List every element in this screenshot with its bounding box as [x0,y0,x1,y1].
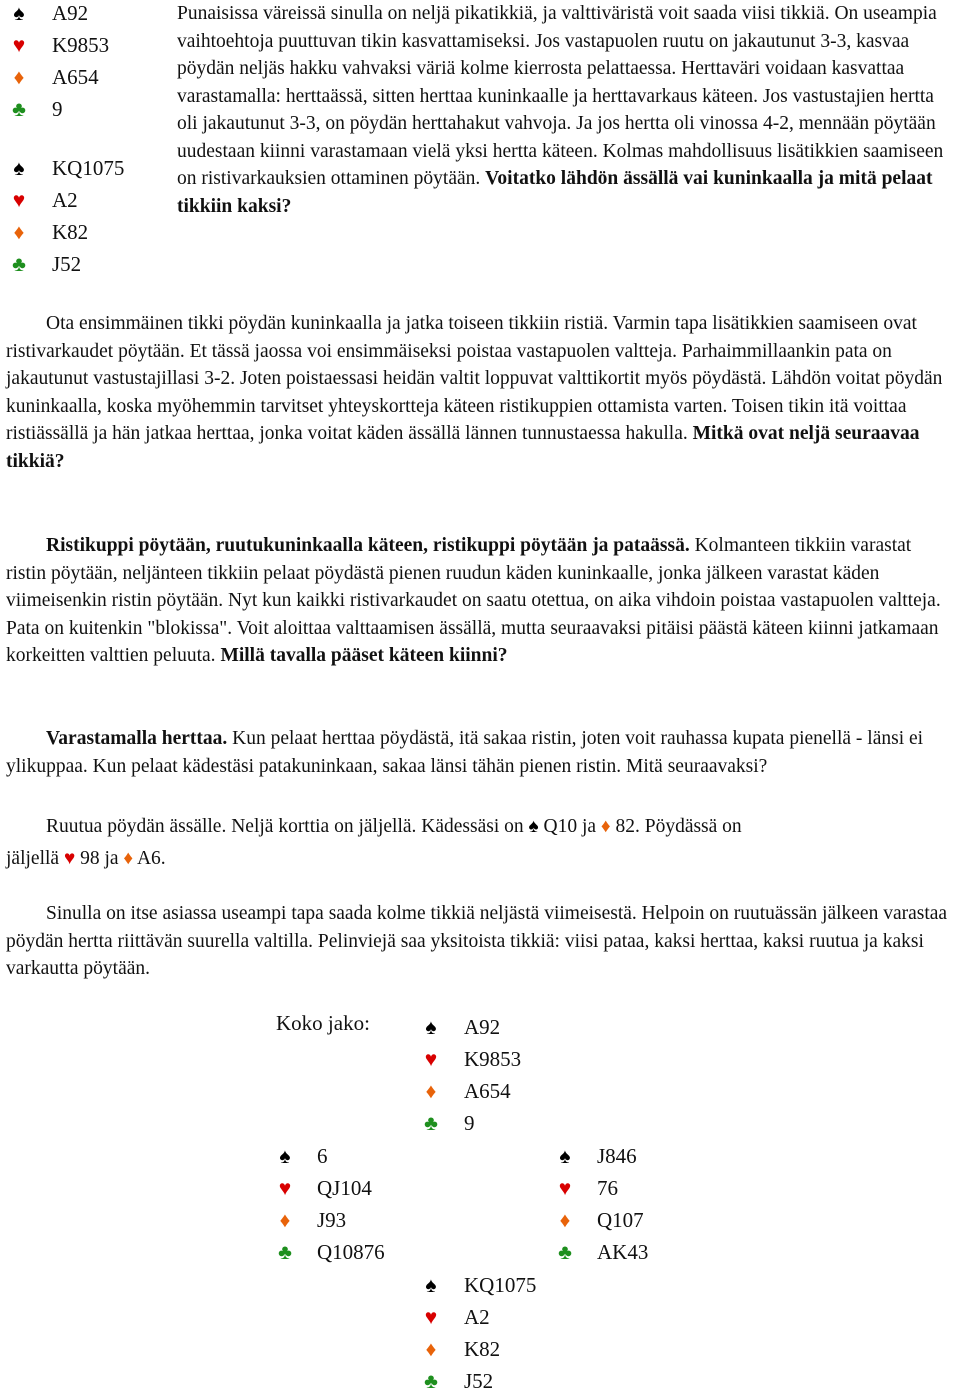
club-icon: ♣ [12,252,26,276]
card-holding: J52 [52,252,82,276]
deal-east-hand [554,1140,714,1268]
spade-icon: ♠ [13,1,25,25]
card-holding: A92 [52,1,89,25]
hand-row-spades [420,1269,580,1301]
hand-row-hearts [274,1172,434,1204]
deal-label: Koko jako: [276,1011,370,1035]
para5-text-c: 82. Pöydässä on [615,816,742,837]
card-holding: KQ1075 [52,156,125,180]
card-holding: A2 [464,1305,490,1329]
spade-icon: ♠ [425,1015,437,1039]
card-holding: J846 [597,1144,637,1168]
spade-icon: ♠ [13,156,25,180]
card-holding: K9853 [464,1047,522,1071]
deal-north-hand [420,1011,580,1139]
paragraph-3 [6,532,956,670]
hand-row-diamonds [420,1333,580,1365]
spade-icon: ♠ [425,1273,437,1297]
diamond-icon: ♦ [123,848,134,869]
card-holding: 76 [597,1176,618,1200]
spade-icon: ♠ [528,816,539,837]
card-holding: A654 [464,1079,511,1103]
top-south-hand [8,152,158,280]
hand-row-hearts [420,1043,580,1075]
card-holding: J93 [317,1208,347,1232]
diamond-icon: ♦ [425,1337,437,1361]
card-holding: QJ104 [317,1176,372,1200]
hand-row-spades [8,0,158,29]
hand-row-spades [8,152,158,184]
diamond-icon: ♦ [600,816,611,837]
spade-icon: ♠ [559,1144,571,1168]
para4-text: Kun pelaat herttaa pöydästä, itä sakaa ristin, joten voit rauhassa kupata pienellä - länsi ei ylikuppaa. Kun pelaat kädestäsi patakuninkaan, sakaa länsi tähän pienen ristin. Mitä seuraavaksi? [6,728,924,777]
para2-text: Ota ensimmäinen tikki pöydän kuninkaalla ja jatka toiseen tikkiin ristiä. Varmin tapa lisätikkien saamiseen ovat ristivarkaudet pöytään. Et tässä jaossa voi ensimmäiseksi poistaa vastapuolen valtteja. Parhaimmillaankin pata on jakautunut vastustajillasi 3-2. Joten poistaessasi heidän valtit loppuvat valttikortit myös pöydästä. Lähdön voitat pöydän kuninkaalla, koska myöhemmin tarvitset yhteyskortteja käteen ristikuppien ottamista varten. Toisen tikin itä voittaa ristiässällä ja hän jatkaa herttaa, jonka voitat käden ässällä lännen tunnustaessa hakulla. [6,313,943,444]
paragraph-4 [6,725,954,780]
heart-icon: ♥ [424,1305,438,1329]
hand-row-hearts [8,29,158,61]
para5-text-e: 98 ja [80,848,119,869]
intro-text: Punaisissa väreissä sinulla on neljä pikatikkiä, ja valttiväristä voit saada viisi tikkiä. On useampia vaihtoehtoja puuttuvan tikin kasvattamiseksi. Jos vastapuolen ruutu on jakautunut 3-3, kasvaa pöydän neljäs hakku vahvaksi väriä kolme kierrosta pelattaessa. Herttaväri voidaan kasvattaa varastamalla: herttaässä, sitten herttaa kuninkaalle ja herttavarkaus käteen. Jos vastustajien hertta oli jakautunut 3-3, on pöydän herttahakut vahvoja. Ja jos hertta oli vinossa 4-2, mennään pöytään uudestaan kiinni varastamaan vielä yksi hertta käteen. Kolmas mahdollisuus lisätikkien saamiseen on ristivarkauksien ottaminen pöytään. [177,3,944,189]
heart-icon: ♥ [63,848,76,869]
heart-icon: ♥ [12,188,26,212]
hand-row-clubs [274,1236,434,1268]
para5-text-a: Ruutua pöydän ässälle. Neljä korttia on jäljellä. Kädessäsi on [46,816,524,837]
paragraph-5 [6,811,954,875]
card-holding: Q10876 [317,1240,385,1264]
para3-question: Millä tavalla pääset käteen kiinni? [220,645,508,666]
deal-west-hand [274,1140,434,1268]
spade-icon: ♠ [279,1144,291,1168]
hand-row-diamonds [8,216,158,248]
card-holding: A2 [52,188,78,212]
hand-row-spades [420,1011,580,1043]
heart-icon: ♥ [424,1047,438,1071]
para4-heading: Varastamalla herttaa. [46,728,228,749]
paragraph-2 [6,310,954,475]
club-icon: ♣ [424,1369,438,1393]
hand-row-hearts [8,184,158,216]
para5-text-f: A6. [136,848,166,869]
diamond-icon: ♦ [559,1208,571,1232]
card-holding: 6 [317,1144,328,1168]
hand-row-diamonds [274,1204,434,1236]
heart-icon: ♥ [278,1176,292,1200]
hand-row-clubs [554,1236,714,1268]
hand-row-spades [274,1140,434,1172]
hand-row-diamonds [420,1075,580,1107]
hand-row-spades [554,1140,714,1172]
intro-paragraph [177,0,955,220]
para6-text: Sinulla on itse asiassa useampi tapa saada kolme tikkiä neljästä viimeisestä. Helpoin on ruutuässän jälkeen varastaa pöydän hertta riittävän suurella valtilla. Pelinviejä saa yksitoista tikkiä: viisi pataa, kaksi herttaa, kaksi ruutua ja kaksi varkautta pöytään. [6,903,948,979]
hand-row-clubs [8,248,158,280]
diamond-icon: ♦ [279,1208,291,1232]
card-holding: K82 [52,220,89,244]
diamond-icon: ♦ [425,1079,437,1103]
para5-text-b: Q10 ja [543,816,597,837]
top-north-hand [8,0,158,125]
diamond-icon: ♦ [13,220,25,244]
para3-text: Kolmanteen tikkiin varastat ristin pöytään, neljänteen tikkiin pelaat pöydästä pienen ruudun käden kuninkaalle, jonka jälkeen varastat käden viimeisenkin ristin pöytään. Nyt kun kaikki ristivarkaudet on saatu otettua, on aika vihdoin poistaa vastapuolen valtteja. Pata on kuitenkin "blokissa". Voit aloittaa valttaamisen ässällä, mutta seuraavaksi pitäisi päästä käteen kiinni jatkamaan korkeitten valttien peluuta. [6,535,941,666]
card-holding: 9 [52,97,63,121]
club-icon: ♣ [424,1111,438,1135]
diamond-icon: ♦ [13,65,25,89]
card-holding: A654 [52,65,99,89]
card-holding: K82 [464,1337,501,1361]
heart-icon: ♥ [12,33,26,57]
paragraph-6 [6,900,958,983]
card-holding: A92 [464,1015,501,1039]
hand-row-hearts [420,1301,580,1333]
club-icon: ♣ [558,1240,572,1264]
card-holding: KQ1075 [464,1273,537,1297]
hand-row-hearts [554,1172,714,1204]
club-icon: ♣ [278,1240,292,1264]
club-icon: ♣ [12,97,26,121]
hand-row-clubs [8,93,158,125]
hand-row-diamonds [8,61,158,93]
para2-question: Mitkä ovat neljä seuraavaa tikkiä? [6,423,920,472]
deal-south-hand [420,1269,580,1397]
para3-heading: Ristikuppi pöytään, ruutukuninkaalla käteen, ristikuppi pöytään ja pataässä. [46,535,690,556]
intro-question: Voitatko lähdön ässällä vai kuninkaalla ja mitä pelaat tikkiin kaksi? [177,168,933,217]
para5-text-d: jäljellä [6,848,60,869]
hand-row-clubs [420,1365,580,1397]
card-holding: Q107 [597,1208,644,1232]
hand-row-clubs [420,1107,580,1139]
card-holding: 9 [464,1111,475,1135]
card-holding: J52 [464,1369,494,1393]
heart-icon: ♥ [558,1176,572,1200]
card-holding: K9853 [52,33,110,57]
card-holding: AK43 [597,1240,649,1264]
hand-row-diamonds [554,1204,714,1236]
